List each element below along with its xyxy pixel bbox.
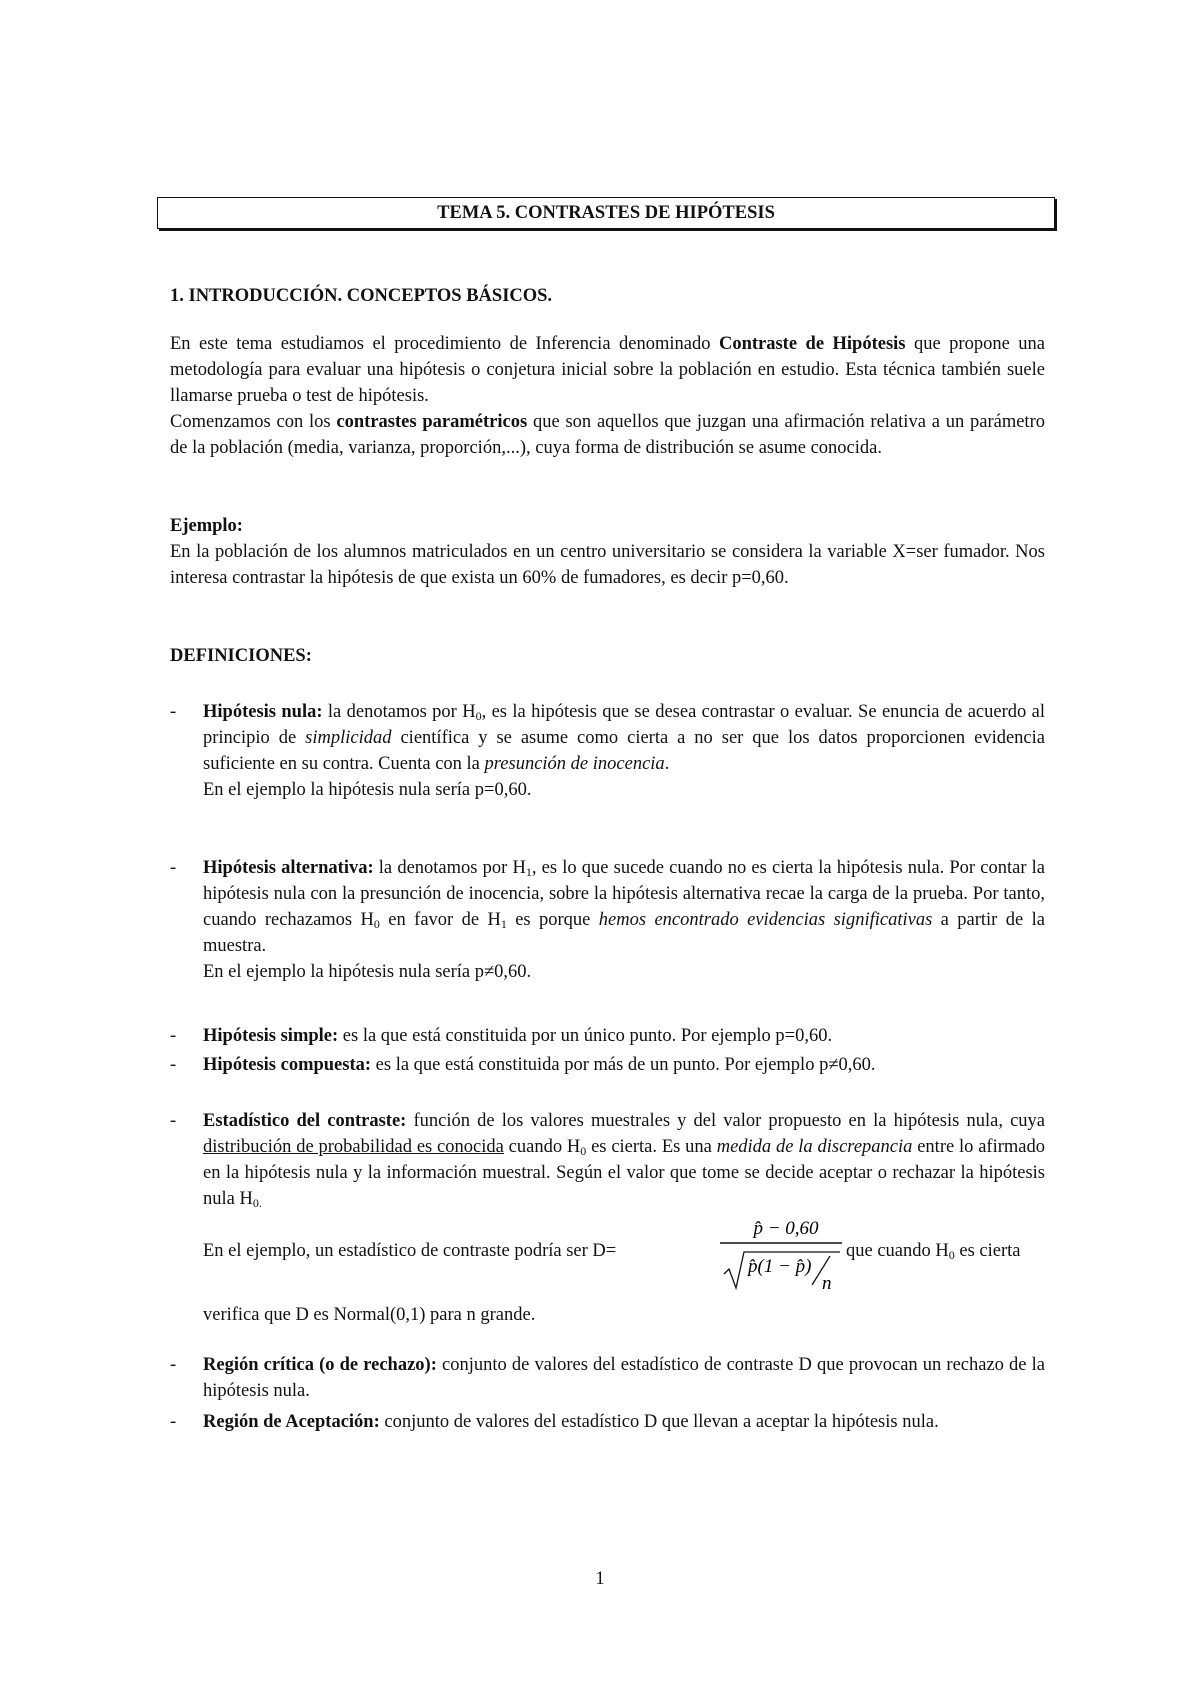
definition-text: función de los valores muestrales y del valor propuesto en la hipótesis nula, cuya (406, 1111, 1045, 1131)
definitions-heading: DEFINICIONES: (170, 646, 312, 666)
list-dash: - (170, 1055, 177, 1075)
formula-tail-text (846, 1238, 1021, 1264)
italic-term: medida de la discrepancia (716, 1137, 913, 1157)
definition-compound-hypothesis (170, 1052, 1045, 1078)
definition-term: Hipótesis compuesta: (203, 1055, 372, 1075)
intro-paragraph (170, 331, 1045, 461)
definition-acceptance-region (170, 1409, 1045, 1435)
definition-text: es la que está constituida por un único punto. Por ejemplo p=0,60. (338, 1026, 833, 1046)
definition-term: Hipótesis alternativa: (203, 858, 374, 878)
definition-text: es cierta (954, 1241, 1021, 1261)
definition-term: Región de Aceptación: (203, 1412, 380, 1432)
list-dash: - (170, 1026, 177, 1046)
formula-numerator: p̂ − 0,60 (753, 1218, 819, 1239)
definition-text: . (664, 754, 670, 774)
definition-example: verifica que D es Normal(0,1) para n grande. (203, 1305, 536, 1325)
definition-text: que cuando H (846, 1241, 949, 1261)
definition-simple-hypothesis (170, 1023, 1045, 1049)
section-heading-intro: 1. INTRODUCCIÓN. CONCEPTOS BÁSICOS. (170, 286, 553, 306)
intro-text: Comenzamos con los (170, 412, 337, 432)
formula-lead-text: En el ejemplo, un estadístico de contraste podría ser D= (203, 1241, 617, 1261)
definition-text: es porque (506, 910, 599, 930)
formula-n: n (822, 1273, 832, 1292)
intro-text: que propone una metodología para evaluar una hipótesis o conjetura inicial sobre la población en estudio. Esta técnica también suele llamarse prueba o test de hipótesis. (170, 334, 1045, 406)
definition-test-statistic (170, 1108, 1045, 1328)
definition-text: la denotamos por H (322, 702, 476, 722)
intro-text: que son aquellos que juzgan una afirmación relativa a un parámetro de la población (media, varianza, proporción,...), cuya forma de distribución se asume conocida. (170, 412, 1045, 458)
definition-text: conjunto de valores del estadístico D que llevan a aceptar la hipótesis nula. (379, 1412, 939, 1432)
example-text: En la población de los alumnos matriculados en un centro universitario se considera la variable X=ser fumador. Nos interesa contrastar la hipótesis de que exista un 60% de fumadores, es decir p=0,60. (170, 542, 1045, 588)
underlined-term: distribución de probabilidad es conocida (203, 1137, 504, 1157)
definition-example: En el ejemplo la hipótesis nula sería p=0,60. (203, 780, 532, 800)
intro-term-parametricos: contrastes paramétricos (336, 412, 528, 432)
subscript: 0 (580, 1144, 587, 1158)
definition-text: a partir de la muestra. (203, 910, 1045, 956)
intro-term-contraste: Contraste de Hipótesis (718, 334, 906, 354)
subscript: 0 (373, 917, 380, 931)
subscript: 1 (500, 917, 507, 931)
definition-text: es cierta. Es una (586, 1137, 717, 1157)
formula-line (203, 1212, 1045, 1290)
definition-text: la denotamos por H (373, 858, 526, 878)
list-dash: - (170, 858, 177, 878)
definition-term: Hipótesis simple: (203, 1026, 339, 1046)
example-heading: Ejemplo: (170, 516, 243, 536)
definition-term: Hipótesis nula: (203, 702, 323, 722)
definition-text: , es lo que sucede cuando no es cierta la hipótesis nula. Por contar la hipótesis nula con la presunción de inocencia, sobre la hipótesis alternativa recae la carga de la prueba. Por tanto, cuando rechazamos H (203, 858, 1045, 930)
definition-term: Estadístico del contraste: (203, 1111, 407, 1131)
definition-text: en favor de H (379, 910, 501, 930)
definition-example: En el ejemplo la hipótesis nula sería p≠0,60. (203, 962, 532, 982)
italic-term: simplicidad (305, 728, 392, 748)
subscript: 0. (252, 1196, 262, 1210)
italic-term: presunción de inocencia (484, 754, 665, 774)
italic-term: hemos encontrado evidencias significativas (598, 910, 933, 930)
subscript: 1 (525, 865, 532, 879)
definition-text: entre lo afirmado en la hipótesis nula y la información muestral. Según el valor que tome se decide aceptar o rechazar la hipótesis nula H (203, 1137, 1045, 1209)
definition-text: , es la hipótesis que se desea contrastar o evaluar. Se enuncia de acuerdo al principio de (203, 702, 1045, 748)
example-block (170, 513, 1045, 591)
definition-text: conjunto de valores del estadístico de contraste D que provocan un rechazo de la hipótesis nula. (203, 1355, 1045, 1401)
definition-text: científica y se asume como cierta a no ser que los datos proporcionen evidencia suficiente en su contra. Cuenta con la (203, 728, 1045, 774)
definition-term: Región crítica (o de rechazo): (203, 1355, 437, 1375)
intro-text: En este tema estudiamos el procedimiento de Inferencia denominado (170, 334, 719, 354)
definition-alternative-hypothesis (170, 855, 1045, 985)
subscript: 0 (948, 1248, 955, 1262)
list-dash: - (170, 1412, 177, 1432)
list-dash: - (170, 1355, 177, 1375)
test-statistic-formula (716, 1212, 846, 1292)
definition-critical-region (170, 1352, 1045, 1404)
definition-null-hypothesis (170, 699, 1045, 803)
formula-denominator: p̂(1 − p̂) (748, 1256, 812, 1277)
page-number: 1 (595, 1569, 605, 1589)
list-dash: - (170, 702, 177, 722)
definition-text: es la que está constituida por más de un punto. Por ejemplo p≠0,60. (371, 1055, 876, 1075)
subscript: 0 (475, 709, 482, 723)
definition-text: cuando H (503, 1137, 581, 1157)
document-title: TEMA 5. CONTRASTES DE HIPÓTESIS (157, 197, 1055, 229)
list-dash: - (170, 1111, 177, 1131)
